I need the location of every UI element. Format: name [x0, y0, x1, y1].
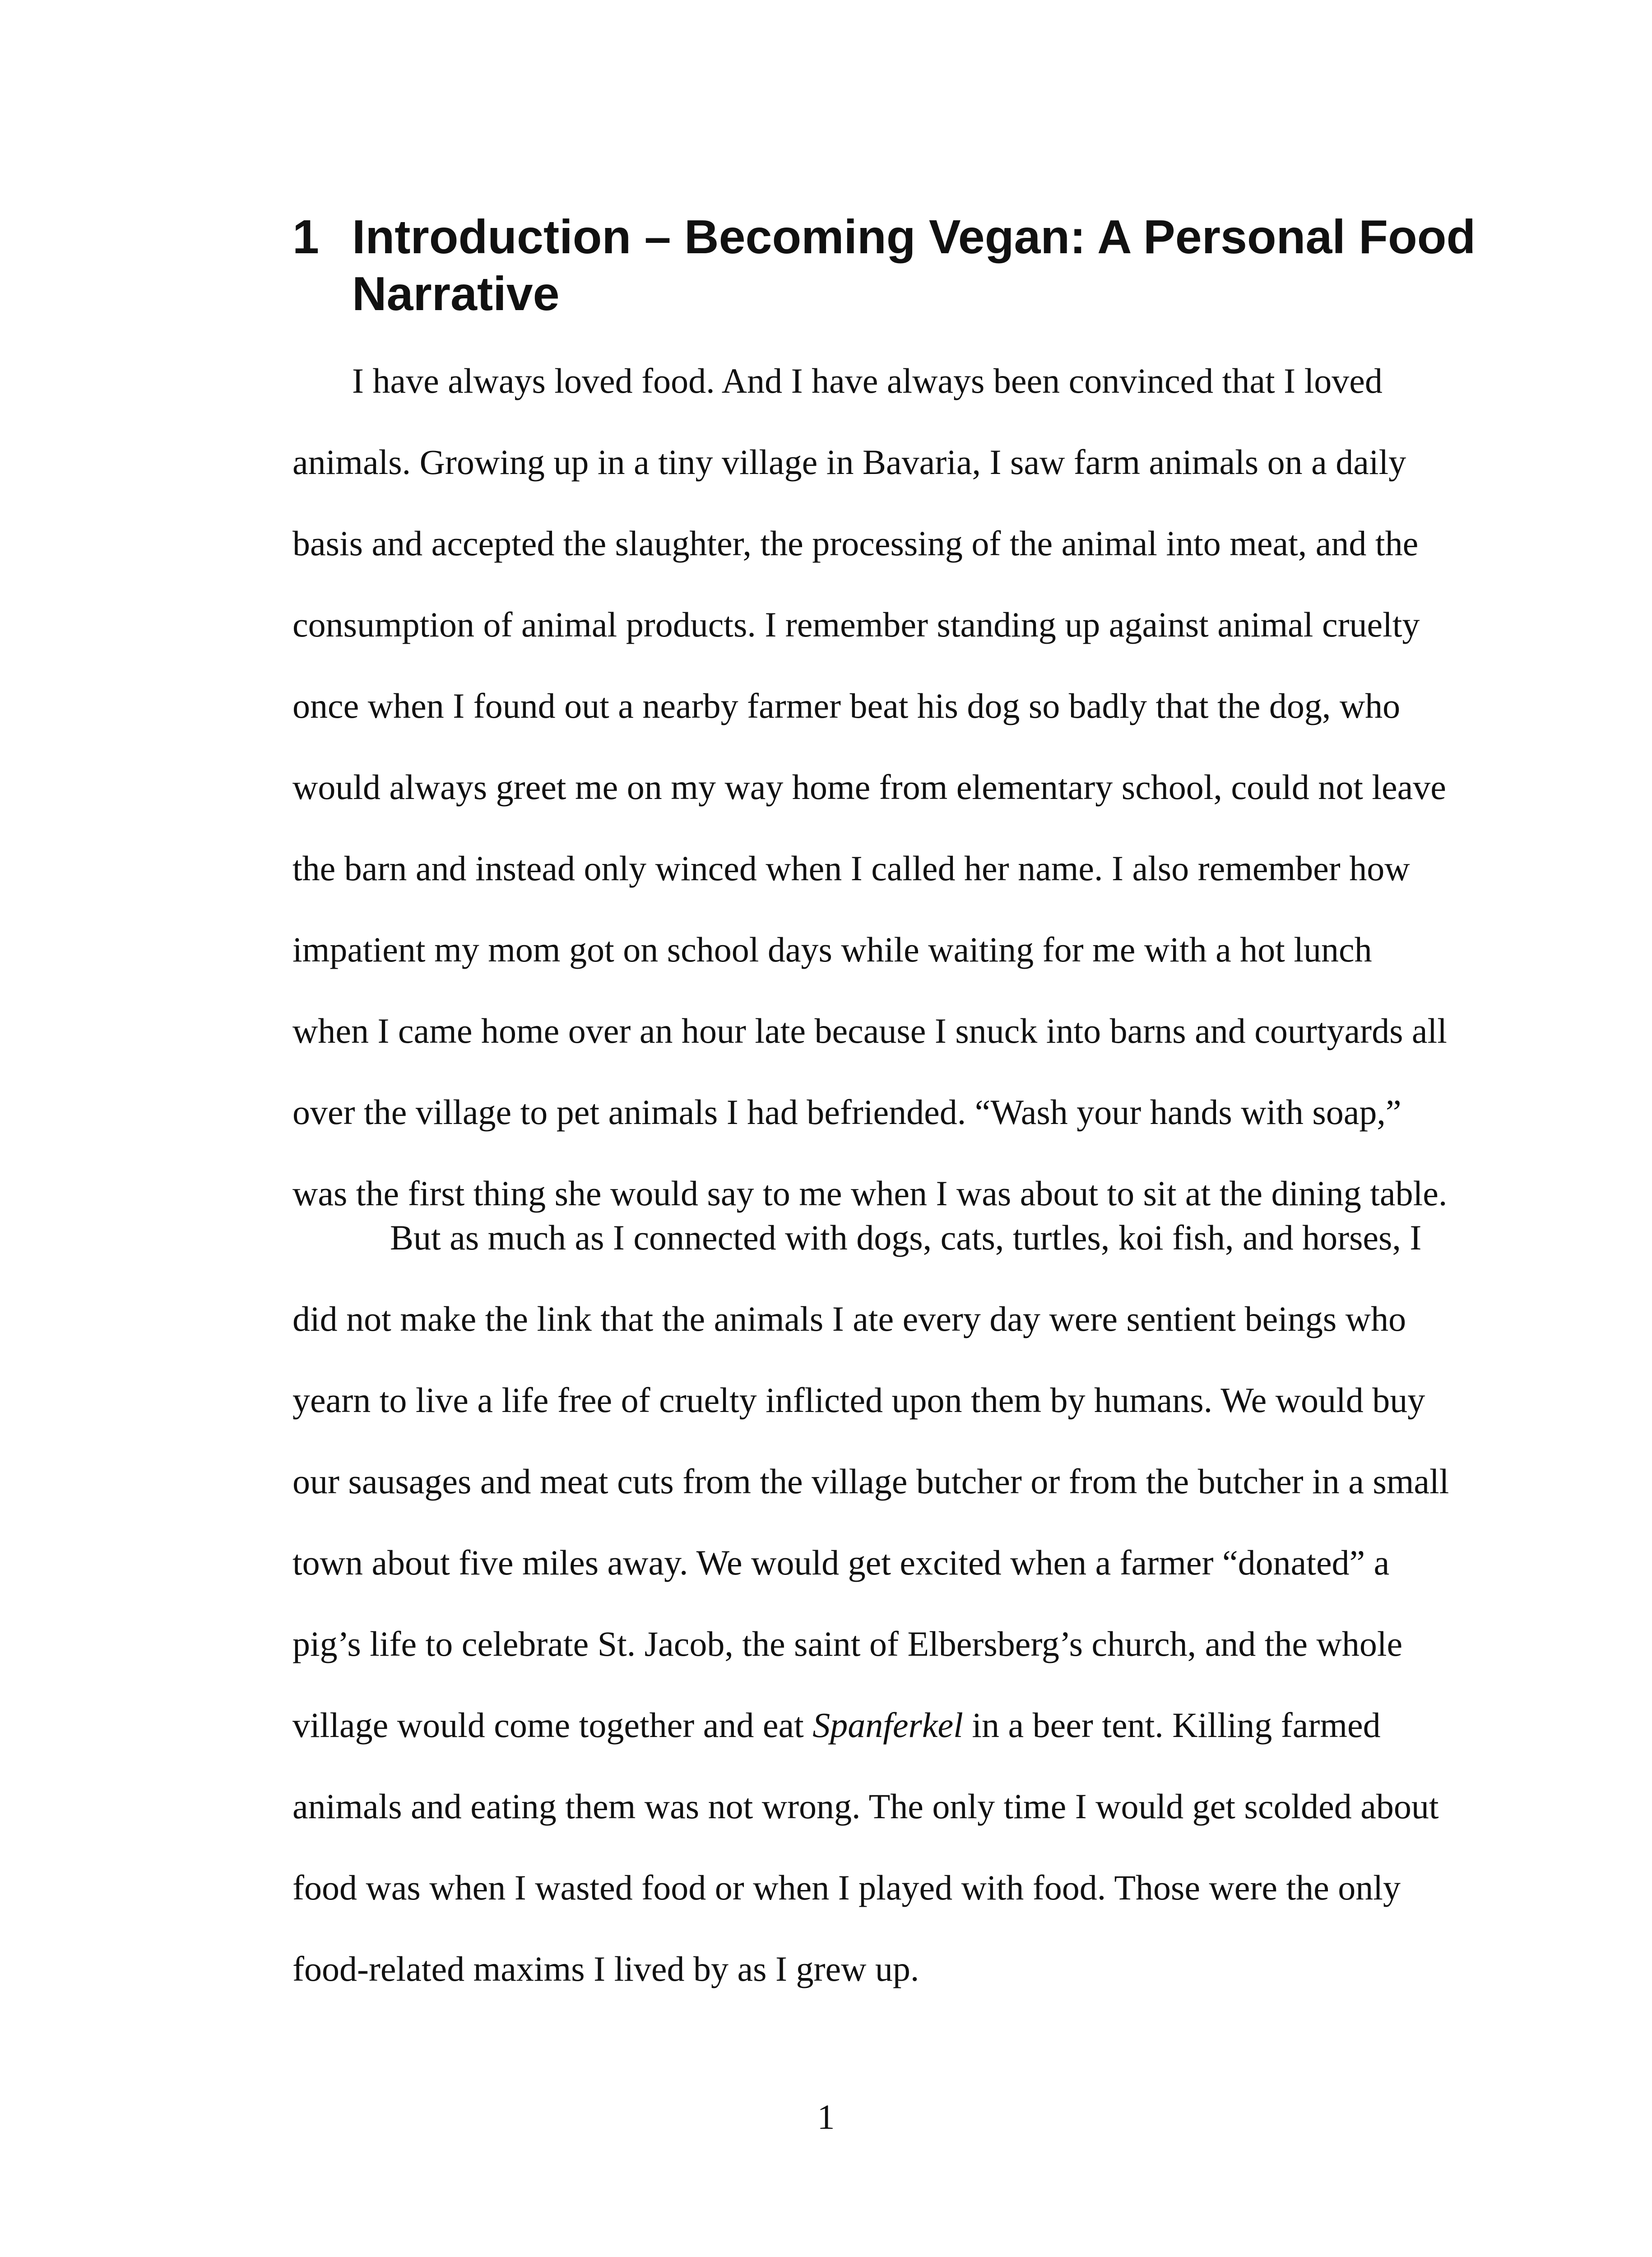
page-number: 1: [817, 2097, 835, 2136]
paragraph-2: [292, 1197, 1457, 2010]
section-heading: [292, 209, 1511, 322]
paragraph-2-text-end: in a beer tent. Killing farmed animals and eating them was not wrong. The only time I would get scolded about food was when I wasted food or when I played with food. Those were the only food-related maxims I lived by as I grew up.: [292, 1705, 1439, 1988]
section-number: 1: [292, 210, 319, 264]
paragraph-2-text-start: But as much as I connected with dogs, cats, turtles, koi fish, and horses, I did not make the link that the animals I ate every day were sentient beings who yearn to live a life free of cruelty inflicted upon them by humans. We would buy our sausages and meat cuts from the village butcher or from the butcher in a small town about five miles away. We would get excited when a farmer “donated” a pig’s life to celebrate St. Jacob, the saint of Elbersberg’s church, and the whole village would come together and eat: [292, 1218, 1449, 1745]
italic-term: Spanferkel: [812, 1705, 963, 1745]
paragraph-1: I have always loved food. And I have always been convinced that I loved animals. Growing up in a tiny village in Bavaria, I saw farm animals on a daily basis and accepted the slaughter, the processing of the animal into meat, and the consumption of animal products. I remember standing up against animal cruelty once when I found out a nearby farmer beat his dog so badly that the dog, who would always greet me on my way home from elementary school, could not leave the barn and instead only winced when I called her name. I also remember how impatient my mom got on school days while waiting for me with a hot lunch when I came home over an hour late because I snuck into barns and courtyards all over the village to pet animals I had befriended. “Wash your hands with soap,” was the first thing she would say to me when I was about to sit at the dining table.: [292, 361, 1448, 1213]
section-title: Introduction – Becoming Vegan: A Personal Food Narrative: [352, 210, 1476, 320]
